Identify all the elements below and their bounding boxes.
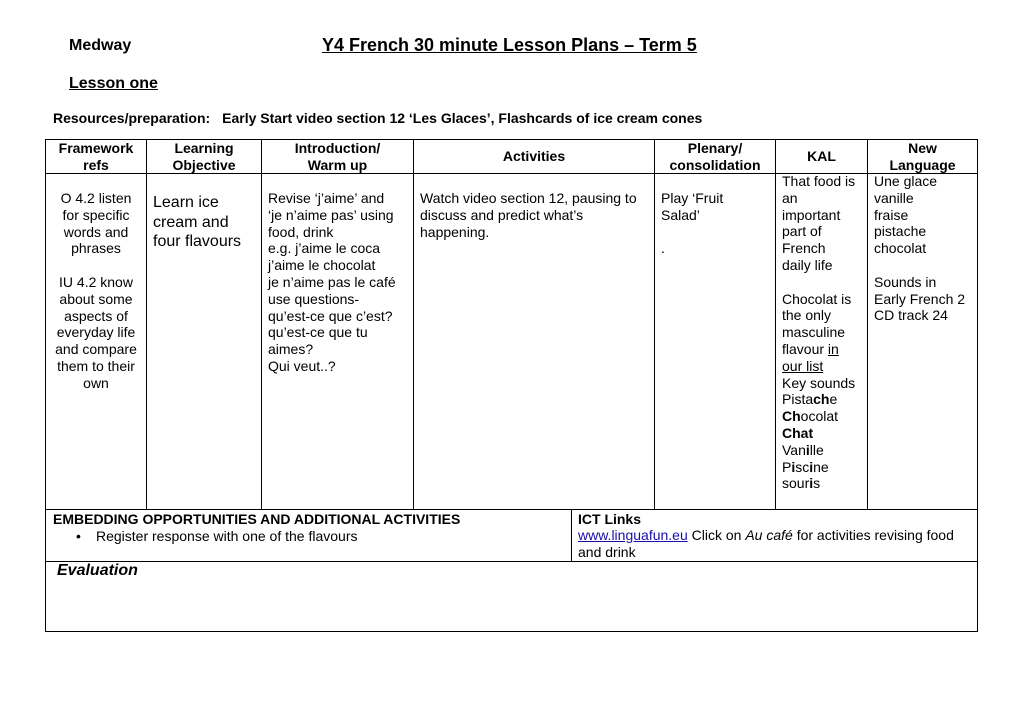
- embedding-ict-divider: [571, 509, 572, 562]
- header-intro: [262, 140, 413, 173]
- cell-line: That food is: [782, 173, 856, 189]
- cell-spacer: [782, 274, 866, 291]
- cell-line: part of: [782, 223, 822, 240]
- sound-part: s: [813, 475, 821, 492]
- header-text: Plenary/: [687, 139, 743, 156]
- sound-part-bold: i: [809, 458, 814, 475]
- sound-piscine: [782, 459, 866, 476]
- header-text: Objective: [172, 156, 236, 173]
- embedding-title: EMBEDDING OPPORTUNITIES AND ADDITIONAL ACTIVITIES: [53, 511, 461, 527]
- cell-line: phrases: [71, 240, 121, 257]
- header-text: Introduction/: [294, 139, 381, 156]
- new-language-cell: [874, 173, 976, 324]
- ict-body: [578, 527, 974, 561]
- cell-line: e.g. j’aime le coca: [268, 240, 381, 257]
- activities-cell: [420, 190, 652, 240]
- sound-part: Pista: [782, 391, 814, 408]
- header-activities: [414, 140, 654, 173]
- sound-part: sour: [782, 475, 810, 492]
- cell-line: Qui veut..?: [268, 357, 336, 374]
- objective-cell: [153, 193, 258, 252]
- cell-line: masculine: [782, 324, 846, 341]
- cell-line: use questions-: [268, 290, 360, 307]
- cell-line: them to their: [57, 357, 135, 374]
- our-list-text: our list: [782, 357, 824, 374]
- cell-line: important: [782, 206, 841, 223]
- cell-line: Salad’: [661, 206, 700, 223]
- sound-chocolat: [782, 408, 866, 425]
- table-border-bottom: [45, 631, 978, 632]
- cell-spacer: [661, 224, 773, 241]
- embedding-list-item: [76, 528, 357, 544]
- cell-line: chocolat: [874, 240, 927, 257]
- bullet-icon: •: [76, 528, 81, 544]
- sound-part: lle: [809, 441, 824, 458]
- cell-line: .: [661, 240, 665, 257]
- flavour-word: flavour: [782, 340, 825, 357]
- resources-label: Resources/preparation:: [53, 110, 211, 126]
- header-text: New: [908, 139, 937, 156]
- cell-line: for specific: [62, 206, 130, 223]
- sound-part: e: [829, 391, 838, 408]
- cell-line: aspects of: [64, 307, 128, 324]
- header-text: KAL: [807, 148, 836, 164]
- cell-line: Sounds in: [874, 273, 937, 290]
- in-word: in: [827, 340, 839, 357]
- ict-text: Click on: [687, 527, 746, 543]
- column-divider: [775, 139, 776, 510]
- cell-line: j’aime le chocolat: [268, 257, 376, 274]
- cell-line: CD track 24: [874, 307, 948, 324]
- cell-line: words and: [63, 223, 129, 240]
- kal-cell: [782, 173, 866, 492]
- cell-line: an: [782, 189, 798, 206]
- cell-line: Early French 2: [874, 290, 966, 307]
- header-kal: [776, 140, 867, 173]
- column-divider: [261, 139, 262, 510]
- table-border-right: [977, 139, 978, 632]
- header-framework: [46, 140, 146, 173]
- cell-line: Chocolat is: [782, 290, 852, 307]
- cell-line: French: [782, 240, 826, 257]
- resources-text: Early Start video section 12 ‘Les Glaces’, Flashcards of ice cream cones: [222, 110, 703, 126]
- sound-part: sc: [795, 458, 810, 475]
- cell-line: O 4.2 listen: [60, 190, 132, 206]
- cell-line: Revise ‘j’aime’ and: [268, 190, 385, 206]
- sound-chat: Chat: [782, 424, 814, 441]
- cell-line: qu’est-ce que tu: [268, 324, 368, 341]
- cell-line: Une glace: [874, 173, 938, 189]
- header-text: consolidation: [669, 156, 761, 173]
- school-name: Medway: [69, 37, 132, 54]
- sound-part-bold: i: [805, 441, 810, 458]
- header-text: Learning: [174, 139, 234, 156]
- ict-text: and drink: [578, 544, 636, 560]
- sound-part-bold: Ch: [782, 408, 801, 425]
- column-divider: [413, 139, 414, 510]
- evaluation-title: Evaluation: [57, 562, 138, 579]
- embedding-item-text: Register response with one of the flavours: [96, 528, 358, 544]
- cell-line: the only: [782, 307, 832, 324]
- sound-part-bold: i: [809, 475, 814, 492]
- cell-line: food, drink: [268, 223, 334, 240]
- header-new-language: [868, 140, 977, 173]
- sound-vanille: [782, 442, 866, 459]
- sound-souris: [782, 475, 866, 492]
- header-text: Framework: [58, 139, 134, 156]
- cell-line: everyday life: [56, 324, 136, 341]
- cell-line: Play ‘Fruit: [661, 190, 724, 206]
- cell-line: and compare: [55, 341, 137, 358]
- lesson-heading: Lesson one: [69, 75, 158, 92]
- plenary-cell: [661, 190, 773, 257]
- cell-line: four flavours: [153, 233, 242, 250]
- cell-line: daily life: [782, 256, 833, 273]
- ict-title: ICT Links: [578, 511, 642, 527]
- intro-cell: [268, 190, 411, 375]
- header-objective: [147, 140, 261, 173]
- cell-line: IU 4.2 know: [59, 273, 133, 290]
- sound-pistache: [782, 391, 866, 408]
- cell-line: qu’est-ce que c’est?: [268, 307, 393, 324]
- cell-line: ‘je n’aime pas’ using: [268, 206, 394, 223]
- header-text: refs: [83, 156, 109, 173]
- header-text: Language: [889, 156, 956, 173]
- cell-line: [782, 341, 866, 358]
- sound-part: ne: [813, 458, 829, 475]
- sound-part-bold: ch: [813, 391, 830, 408]
- column-divider: [654, 139, 655, 510]
- ict-italic-text: Au café: [745, 527, 793, 543]
- embedding-row-divider: [45, 561, 978, 562]
- cell-spacer: [46, 257, 146, 274]
- cell-line: Key sounds: [782, 374, 856, 391]
- linguafun-link[interactable]: www.linguafun.eu: [578, 527, 688, 543]
- cell-line: pistache: [874, 223, 927, 240]
- column-divider: [146, 139, 147, 510]
- cell-line: about some: [59, 290, 133, 307]
- cell-line: Watch video section 12, pausing to: [420, 190, 637, 206]
- sound-part: Van: [782, 441, 806, 458]
- cell-line: discuss and predict what’s: [420, 206, 584, 223]
- page-title: Y4 French 30 minute Lesson Plans – Term 5: [322, 35, 697, 55]
- sound-part: P: [782, 458, 792, 475]
- ict-text: for activities revising food: [792, 527, 954, 543]
- framework-cell: [46, 190, 146, 392]
- cell-line: Learn ice: [153, 194, 219, 211]
- sound-part-bold: i: [791, 458, 796, 475]
- column-divider: [867, 139, 868, 510]
- cell-line: vanille: [874, 189, 914, 206]
- cell-spacer: [874, 257, 976, 274]
- cell-line: happening.: [420, 223, 490, 240]
- cell-line: aimes?: [268, 341, 314, 358]
- cell-line: cream and: [153, 213, 229, 231]
- header-text: Warm up: [307, 156, 368, 173]
- cell-line: fraise: [874, 206, 909, 223]
- header-text: Activities: [502, 148, 566, 164]
- header-plenary: [655, 140, 775, 173]
- body-row-divider: [45, 509, 978, 510]
- resources-line: [53, 110, 702, 126]
- cell-line: own: [83, 374, 109, 391]
- cell-line: je n’aime pas le café: [268, 273, 396, 290]
- sound-part: ocolat: [800, 408, 839, 425]
